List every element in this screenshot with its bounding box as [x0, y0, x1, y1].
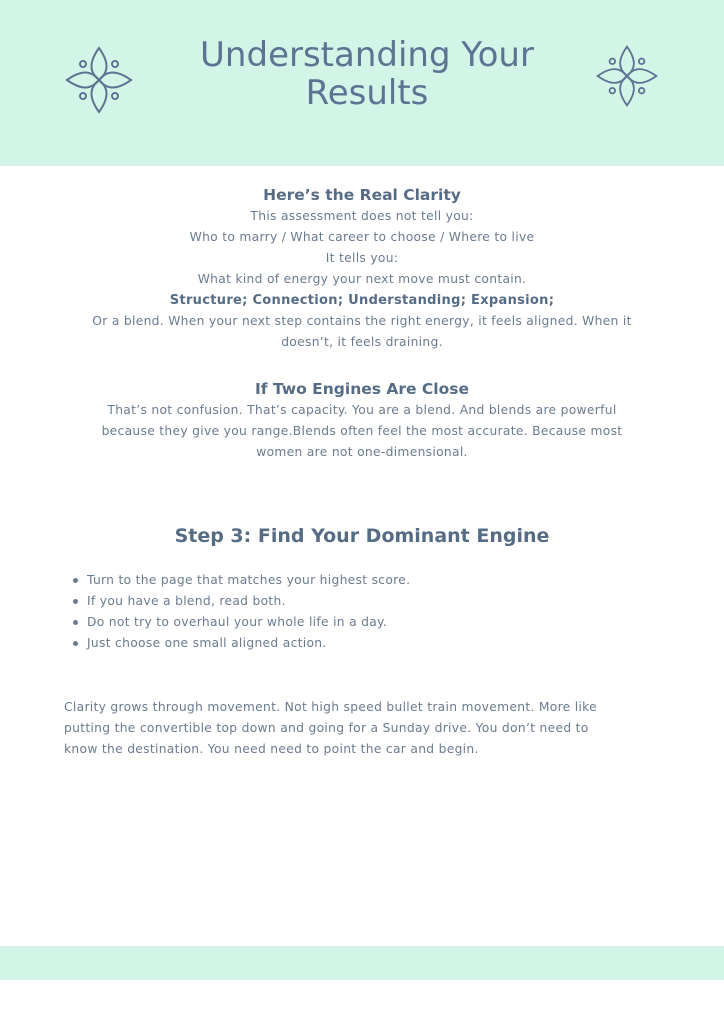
- list-item: [70, 570, 410, 591]
- footer-band: [0, 946, 724, 980]
- list-item-text: If you have a blend, read both.: [87, 594, 286, 608]
- closing-paragraph: [64, 697, 668, 760]
- clarity-closing-line: Or a blend. When your next step contains the right energy, it feels aligned. When it: [92, 314, 632, 328]
- list-item-text: Do not try to overhaul your whole life in a day.: [87, 615, 388, 629]
- closing-paragraph-line: know the destination. You need need to point the car and begin.: [64, 742, 479, 756]
- two-engines-line: because they give you range.Blends often feel the most accurate. Because most: [101, 424, 623, 438]
- step3-bullet-list: [70, 570, 410, 654]
- clarity-closing-line: doesn’t, it feels draining.: [281, 335, 443, 349]
- list-item: [70, 612, 410, 633]
- header-band: [0, 0, 724, 166]
- list-item-text: Just choose one small aligned action.: [87, 636, 327, 650]
- two-engines-heading: If Two Engines Are Close: [255, 380, 469, 398]
- engine-list: Structure; Connection; Understanding; Expansion;: [169, 293, 555, 308]
- two-engines-section: [40, 378, 684, 463]
- closing-paragraph-line: Clarity grows through movement. Not high speed bullet train movement. More like: [64, 700, 598, 714]
- step3-heading: Step 3: Find Your Dominant Engine: [174, 525, 550, 547]
- floral-ornament-icon: [594, 43, 660, 109]
- closing-paragraph-line: putting the convertible top down and going for a Sunday drive. You don’t need to: [64, 721, 589, 735]
- clarity-line: It tells you:: [325, 251, 399, 265]
- clarity-heading: Here’s the Real Clarity: [263, 186, 461, 204]
- bullet-icon: [73, 578, 78, 583]
- bullet-icon: [73, 641, 78, 646]
- two-engines-line: women are not one-dimensional.: [256, 445, 468, 459]
- two-engines-line: That’s not confusion. That’s capacity. You are a blend. And blends are powerful: [107, 403, 617, 417]
- clarity-section: [40, 184, 684, 353]
- list-item: [70, 591, 410, 612]
- floral-ornament-icon: [63, 44, 135, 116]
- clarity-line: This assessment does not tell you:: [250, 209, 474, 223]
- clarity-line: What kind of energy your next move must contain.: [197, 272, 527, 286]
- list-item: [70, 633, 410, 654]
- page-title: Understanding Your Results: [200, 35, 534, 113]
- bullet-icon: [73, 620, 78, 625]
- list-item-text: Turn to the page that matches your highest score.: [87, 573, 411, 587]
- bullet-icon: [73, 599, 78, 604]
- clarity-line: Who to marry / What career to choose / Where to live: [189, 230, 535, 244]
